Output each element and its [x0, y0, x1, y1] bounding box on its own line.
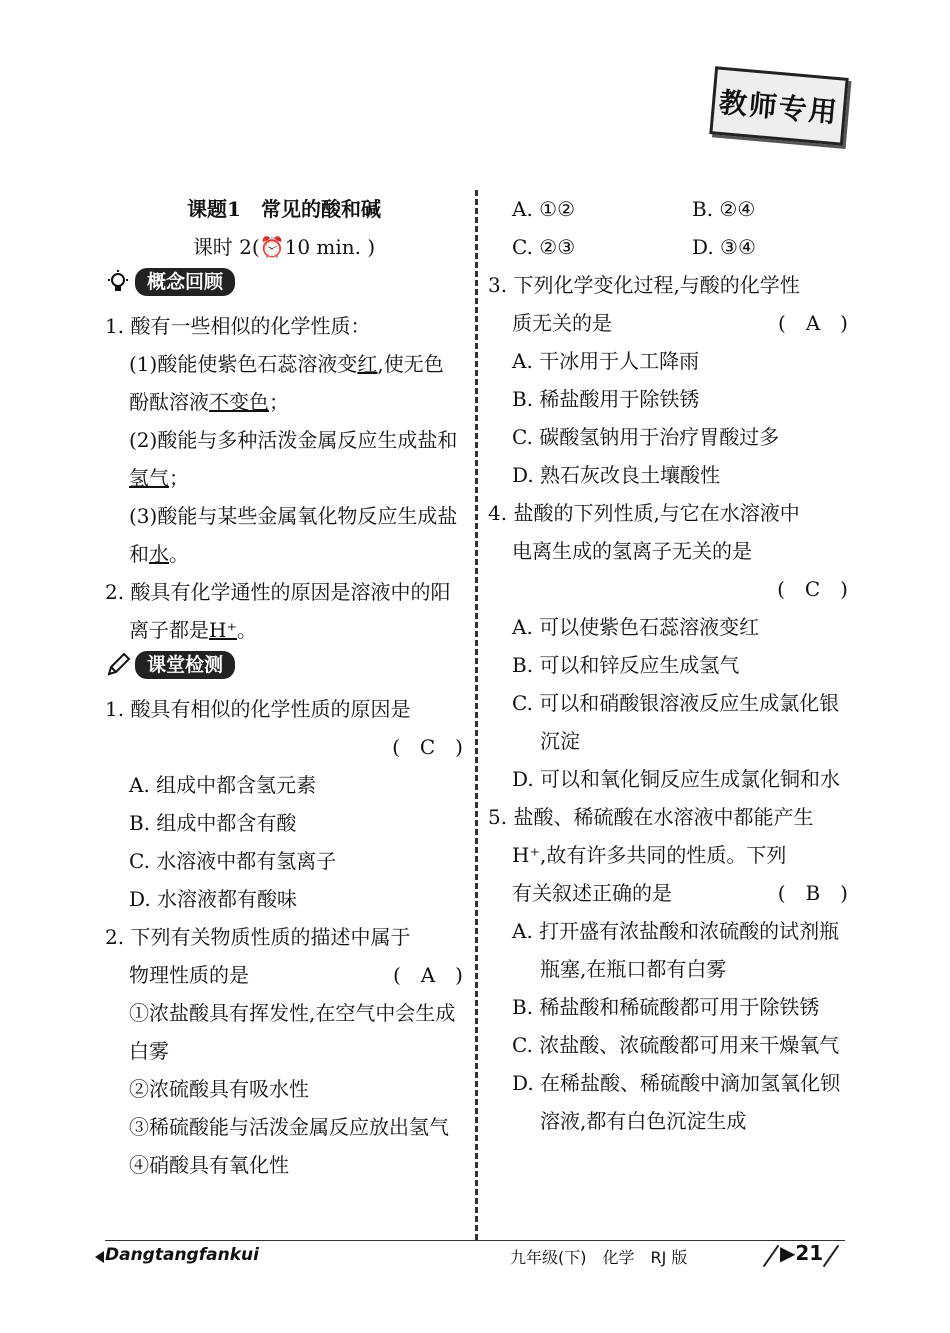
clock-icon: ⏰ [259, 235, 285, 259]
concept-1: 1. 酸有一些相似的化学性质： (1)酸能使紫色石蕊溶液变红,使无色酚酞溶液不变色； (2)酸能与多种活泼金属反应生成盐和氢气； (3)酸能与某些金属氧化物反应生成盐和水。 [105, 314, 458, 566]
column-divider [475, 190, 478, 1240]
page-footer [105, 1240, 845, 1271]
q2-options-row2: C. ②③ D. ③④ [512, 235, 756, 259]
question-2: 2. 下列有关物质性质的描述中属于 物理性质的是 ( A ) ①浓盐酸具有挥发性,在空气中会生成白雾 ②浓硫酸具有吸水性 ③稀硫酸能与活泼金属反应放出氢气 ④硝酸具有氧化性 [105, 925, 463, 1177]
answer-bracket: ( C ) [392, 735, 463, 759]
q2-options-row1: A. ①② B. ②④ [512, 197, 756, 221]
page-number: ▶21 [780, 1241, 824, 1265]
brand-name: Dangtangfankui [105, 1245, 259, 1265]
answer-blank: 不变色 [209, 390, 269, 414]
slash-decoration [763, 1245, 780, 1267]
answer-blank: 红 [357, 352, 378, 376]
answer-bracket: ( C ) [777, 577, 848, 601]
lesson-title: 课题1 常见的酸和碱 [187, 197, 381, 221]
answer-bracket: ( A ) [392, 963, 463, 987]
lightbulb-icon [105, 269, 131, 295]
slash-decoration [823, 1245, 840, 1267]
right-column [488, 190, 848, 1140]
lesson-subtitle: 课时 2(⏰10 min. ) [192, 235, 376, 259]
answer-bracket: ( A ) [777, 311, 848, 335]
answer-blank: 水 [149, 542, 169, 566]
teacher-only-stamp: 教师专用 [709, 66, 848, 145]
answer-blank: H⁺ [209, 618, 237, 642]
question-4: 4. 盐酸的下列性质,与它在水溶液中 电离生成的氢离子无关的是 ( C ) A. 可以使紫色石蕊溶液变红 B. 可以和锌反应生成氢气 C. 可以和硝酸银溶液反应生成氯化银沉淀 D. 可以和氧化铜反应生成氯化铜和水 [488, 501, 848, 791]
question-5: 5. 盐酸、稀硫酸在水溶液中都能产生 H⁺,故有许多共同的性质。下列 有关叙述正确的是 ( B ) A. 打开盛有浓盐酸和浓硫酸的试剂瓶瓶塞,在瓶口都有白雾 B. 稀盐酸和稀硫酸都可用于除铁锈 C. 浓盐酸、浓硫酸都可用来干燥氧气 D. 在稀盐酸、稀硫酸中滴加氢氧化钡溶液,都有白色沉淀生成 [488, 805, 848, 1133]
answer-bracket: ( B ) [777, 881, 848, 905]
grade-label: 九年级(下) 化学 RJ 版 [510, 1248, 688, 1267]
concept-2: 2. 酸具有化学通性的原因是溶液中的阳离子都是H⁺。 [105, 580, 451, 642]
answer-blank: 氢气 [129, 466, 169, 490]
section-concept-review: 概念回顾 [105, 268, 235, 296]
question-1: 1. 酸具有相似的化学性质的原因是 ( C ) A. 组成中都含氢元素 B. 组成中都含有酸 C. 水溶液中都有氢离子 D. 水溶液都有酸味 [105, 697, 463, 911]
pen-icon [105, 652, 131, 678]
arrow-left-icon [95, 1251, 104, 1263]
question-3: 3. 下列化学变化过程,与酸的化学性 质无关的是 ( A ) A. 干冰用于人工降雨 B. 稀盐酸用于除铁锈 C. 碳酸氢钠用于治疗胃酸过多 D. 熟石灰改良土壤酸性 [488, 273, 848, 487]
left-column [105, 190, 463, 1184]
section-class-test: 课堂检测 [105, 651, 235, 679]
